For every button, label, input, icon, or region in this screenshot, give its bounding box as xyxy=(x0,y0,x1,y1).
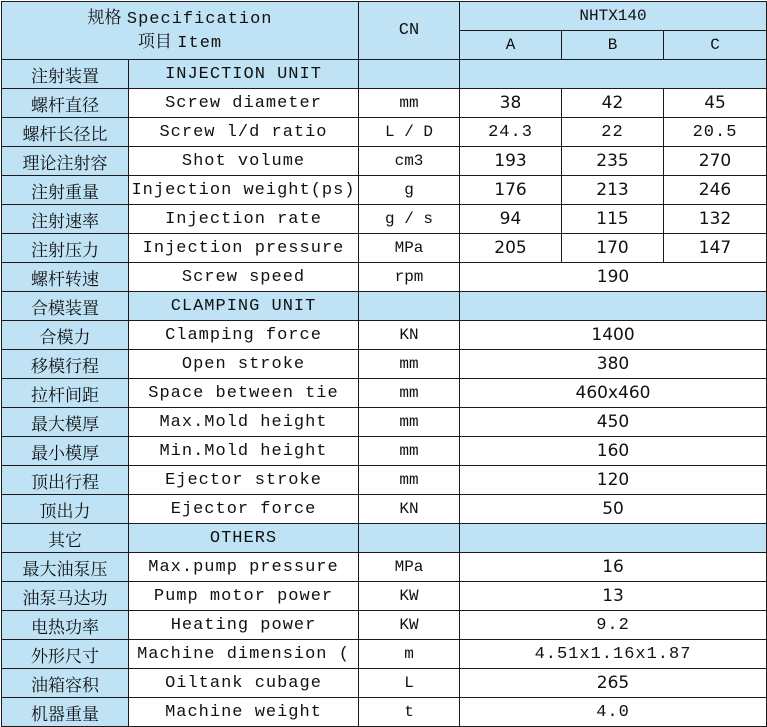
table-row xyxy=(2,89,767,118)
value-c: 45 xyxy=(664,89,767,118)
row-unit: g / s xyxy=(359,205,460,234)
col-b: B xyxy=(562,31,664,60)
value-a: 176 xyxy=(460,176,562,205)
col-a: A xyxy=(460,31,562,60)
section-blank xyxy=(460,292,767,321)
value-b: 213 xyxy=(562,176,664,205)
table-row xyxy=(2,176,767,205)
row-cn-label: 顶出行程 xyxy=(2,466,129,495)
spec-cn-label: 规格 xyxy=(87,7,122,28)
row-en-label: Heating power xyxy=(129,611,359,640)
row-cn-label: 油泵马达功 xyxy=(2,582,129,611)
row-en-label: Injection weight(ps) xyxy=(129,176,359,205)
row-en-label: Max.Mold height xyxy=(129,408,359,437)
value-merged: 265 xyxy=(460,669,767,698)
row-unit: L xyxy=(359,669,460,698)
table-row xyxy=(2,582,767,611)
row-en-label: Open stroke xyxy=(129,350,359,379)
row-cn-label: 理论注射容 xyxy=(2,147,129,176)
row-unit: rpm xyxy=(359,263,460,292)
section-row-injection xyxy=(2,60,767,89)
row-unit: t xyxy=(359,698,460,727)
table-row xyxy=(2,698,767,727)
header-cn: CN xyxy=(359,2,460,60)
table-row xyxy=(2,437,767,466)
table-row xyxy=(2,553,767,582)
row-unit: KN xyxy=(359,495,460,524)
row-en-label: Ejector stroke xyxy=(129,466,359,495)
table-row xyxy=(2,408,767,437)
row-unit: MPa xyxy=(359,553,460,582)
value-b: 170 xyxy=(562,234,664,263)
row-cn-label: 注射重量 xyxy=(2,176,129,205)
table-row xyxy=(2,495,767,524)
value-a: 38 xyxy=(460,89,562,118)
col-c: C xyxy=(664,31,767,60)
row-unit: MPa xyxy=(359,234,460,263)
header-row xyxy=(2,2,767,31)
value-merged: 450 xyxy=(460,408,767,437)
row-unit: mm xyxy=(359,437,460,466)
table-row xyxy=(2,379,767,408)
header-model: NHTX140 xyxy=(460,2,767,31)
row-unit: KW xyxy=(359,582,460,611)
row-cn-label: 最小模厚 xyxy=(2,437,129,466)
section-en-label: CLAMPING UNIT xyxy=(129,292,359,321)
header-spec-item xyxy=(2,2,359,60)
section-blank xyxy=(359,60,460,89)
row-en-label: Injection rate xyxy=(129,205,359,234)
row-unit: mm xyxy=(359,350,460,379)
value-c: 132 xyxy=(664,205,767,234)
row-en-label: Ejector force xyxy=(129,495,359,524)
row-unit: L / D xyxy=(359,118,460,147)
row-cn-label: 移模行程 xyxy=(2,350,129,379)
value-merged: 4.51x1.16x1.87 xyxy=(460,640,767,669)
value-b: 235 xyxy=(562,147,664,176)
value-merged: 13 xyxy=(460,582,767,611)
row-unit: mm xyxy=(359,408,460,437)
row-cn-label: 电热功率 xyxy=(2,611,129,640)
row-cn-label: 机器重量 xyxy=(2,698,129,727)
value-a: 193 xyxy=(460,147,562,176)
row-unit: mm xyxy=(359,379,460,408)
row-en-label: Clamping force xyxy=(129,321,359,350)
table-row xyxy=(2,118,767,147)
value-merged: 4.0 xyxy=(460,698,767,727)
row-unit: KW xyxy=(359,611,460,640)
row-cn-label: 合模力 xyxy=(2,321,129,350)
section-blank xyxy=(359,524,460,553)
value-merged: 160 xyxy=(460,437,767,466)
item-cn-label: 项目 xyxy=(137,31,172,52)
row-cn-label: 最大模厚 xyxy=(2,408,129,437)
row-en-label: Machine dimension ( xyxy=(129,640,359,669)
row-cn-label: 最大油泵压 xyxy=(2,553,129,582)
section-blank xyxy=(359,292,460,321)
section-en-label: OTHERS xyxy=(129,524,359,553)
value-b: 115 xyxy=(562,205,664,234)
section-blank xyxy=(460,60,767,89)
value-c: 20.5 xyxy=(664,118,767,147)
table-row xyxy=(2,147,767,176)
row-en-label: Max.pump pressure xyxy=(129,553,359,582)
row-en-label: Space between tie xyxy=(129,379,359,408)
section-row-clamping xyxy=(2,292,767,321)
spec-en-label: Specification xyxy=(126,9,273,29)
row-unit: KN xyxy=(359,321,460,350)
value-a: 94 xyxy=(460,205,562,234)
table-row xyxy=(2,350,767,379)
value-merged: 460x460 xyxy=(460,379,767,408)
section-cn-label: 合模装置 xyxy=(2,292,129,321)
table-row xyxy=(2,611,767,640)
row-cn-label: 拉杆间距 xyxy=(2,379,129,408)
value-b: 22 xyxy=(562,118,664,147)
row-en-label: Oiltank cubage xyxy=(129,669,359,698)
value-merged: 380 xyxy=(460,350,767,379)
row-en-label: Screw speed xyxy=(129,263,359,292)
value-merged: 190 xyxy=(460,263,767,292)
value-merged: 9.2 xyxy=(460,611,767,640)
value-c: 246 xyxy=(664,176,767,205)
row-unit: g xyxy=(359,176,460,205)
row-unit: mm xyxy=(359,466,460,495)
row-unit: cm3 xyxy=(359,147,460,176)
value-c: 147 xyxy=(664,234,767,263)
table-row xyxy=(2,669,767,698)
row-en-label: Screw l/d ratio xyxy=(129,118,359,147)
row-en-label: Min.Mold height xyxy=(129,437,359,466)
value-a: 24.3 xyxy=(460,118,562,147)
row-cn-label: 螺杆直径 xyxy=(2,89,129,118)
table-row xyxy=(2,205,767,234)
section-en-label: INJECTION UNIT xyxy=(129,60,359,89)
row-unit: mm xyxy=(359,89,460,118)
value-merged: 16 xyxy=(460,553,767,582)
row-cn-label: 螺杆长径比 xyxy=(2,118,129,147)
table-row xyxy=(2,640,767,669)
row-cn-label: 油箱容积 xyxy=(2,669,129,698)
row-en-label: Screw diameter xyxy=(129,89,359,118)
table-row xyxy=(2,234,767,263)
value-merged: 1400 xyxy=(460,321,767,350)
table-row xyxy=(2,263,767,292)
row-cn-label: 注射压力 xyxy=(2,234,129,263)
row-cn-label: 注射速率 xyxy=(2,205,129,234)
row-cn-label: 外形尺寸 xyxy=(2,640,129,669)
value-b: 42 xyxy=(562,89,664,118)
table-row xyxy=(2,466,767,495)
section-row-others xyxy=(2,524,767,553)
row-en-label: Injection pressure xyxy=(129,234,359,263)
row-cn-label: 螺杆转速 xyxy=(2,263,129,292)
row-en-label: Pump motor power xyxy=(129,582,359,611)
section-blank xyxy=(460,524,767,553)
row-cn-label: 顶出力 xyxy=(2,495,129,524)
table-row xyxy=(2,321,767,350)
value-a: 205 xyxy=(460,234,562,263)
row-unit: m xyxy=(359,640,460,669)
row-en-label: Machine weight xyxy=(129,698,359,727)
value-merged: 50 xyxy=(460,495,767,524)
item-en-label: Item xyxy=(177,33,223,53)
section-cn-label: 其它 xyxy=(2,524,129,553)
value-c: 270 xyxy=(664,147,767,176)
spec-table xyxy=(1,1,767,727)
row-en-label: Shot volume xyxy=(129,147,359,176)
section-cn-label: 注射装置 xyxy=(2,60,129,89)
value-merged: 120 xyxy=(460,466,767,495)
